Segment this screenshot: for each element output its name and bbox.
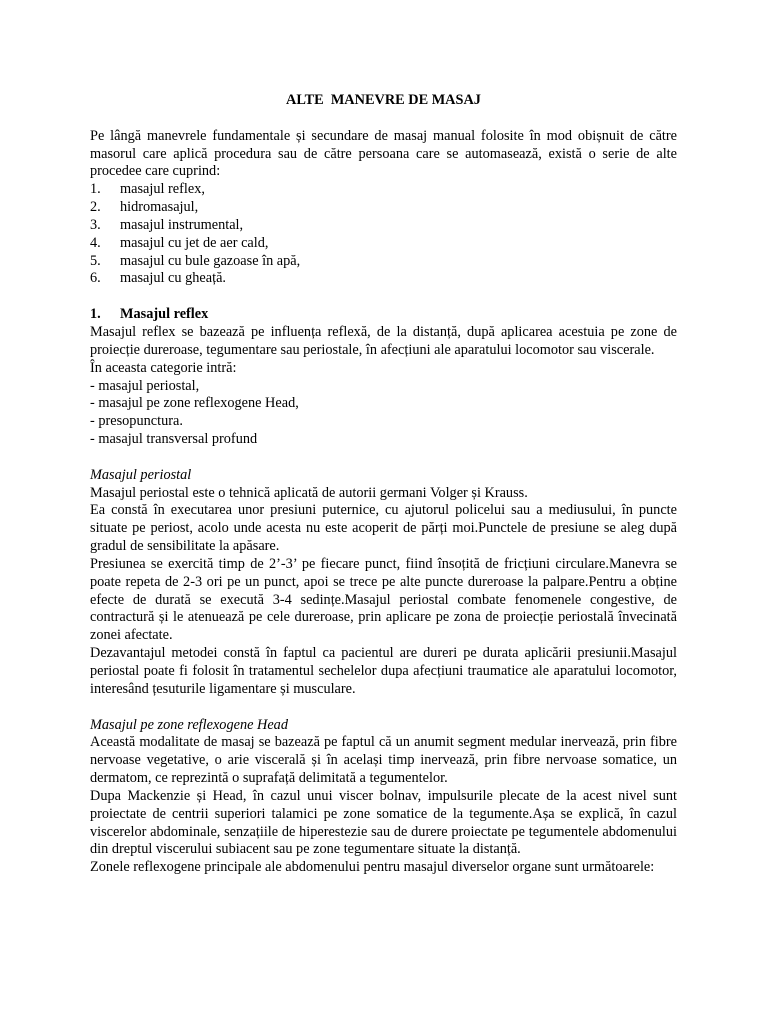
list-item — [90, 235, 677, 253]
list-item: - presopunctura. — [90, 413, 183, 430]
head-paragraph-2: Dupa Mackenzie și Head, în cazul unui viscer bolnav, impulsurile plecate de la acest nivel sunt proiectate de centrii superiori talamici pe zone somatice de la tegumente.Așa se explică, în cazul viscerelor abdominale, senzațiile de hiperestezie sau de durere proiectate pe tegumentele abdomenului din dreptul viscerului subiacent sau pe zone tegumentare situate la distanță. — [90, 787, 677, 858]
procedures-list — [90, 181, 677, 288]
list-item — [90, 253, 677, 271]
reflex-category-intro: În aceasta categorie intră: — [90, 359, 237, 376]
periostal-paragraph-2: Ea constă în executarea unor presiuni puternice, cu ajutorul policelui sau a mediusului, în puncte situate pe periost, acolo unde acesta nu este acoperit de părți moi.Punctele de presiune se aleg după gradul de sensibilitate la apăsare. — [90, 502, 677, 555]
periostal-paragraph-3: Presiunea se exercită timp de 2’-3’ pe fiecare punct, fiind însoțită de fricțiuni circulare.Manevra se poate repeta de 2-3 ori pe un punct, apoi se trece pe alte puncte dureroase la palpare.Pentru a obține efecte de durată se execută 3-4 sedințe.Masajul periostal combate fenomenele congestive, de contractură și le atenuează pe cele dureroase, prin aplicare pe zona de proiecție periostală învecinată zonei afectate. — [90, 555, 677, 644]
list-item: - masajul periostal, — [90, 377, 200, 394]
head-paragraph-1: Această modalitate de masaj se bazează pe faptul că un anumit segment medular inervează, prin fibre nervoase vegetative, o arie viscerală și în același timp inervează, prin fibre nervoase somatice, un dermatom, ce reprezintă o suprafață delimitată a tegumentelor. — [90, 734, 677, 787]
list-item — [90, 181, 677, 199]
page-title: ALTE MANEVRE DE MASAJ — [286, 92, 481, 108]
section-heading-masajul-reflex — [90, 306, 677, 324]
periostal-paragraph-1: Masajul periostal este o tehnică aplicată de autorii germani Volger și Krauss. — [90, 484, 528, 501]
list-text: masajul cu bule gazoase în apă, — [120, 252, 301, 269]
periostal-paragraph-4: Dezavantajul metodei constă în faptul ca pacientul are dureri pe durata aplicării presiunii.Masajul periostal poate fi folosit în tratamentul sechelelor dupa afecțiuni traumatice ale aparatului locomotor, interesând țesuturile ligamentare și musculare. — [90, 645, 677, 697]
list-number: 6. — [90, 270, 101, 287]
subsection-heading-head: Masajul pe zone reflexogene Head — [90, 716, 288, 733]
list-text: masajul cu gheață. — [120, 270, 226, 287]
intro-paragraph: Pe lângă manevrele fundamentale și secundare de masaj manual folosite în mod obișnuit de către masorul care aplică procedura sau de către persoana care se automasează, există o serie de alte procedee care cuprind: — [90, 127, 677, 180]
list-number: 1. — [90, 181, 101, 198]
section-number: 1. — [90, 306, 101, 323]
list-number: 2. — [90, 199, 101, 216]
list-text: masajul instrumental, — [120, 216, 244, 233]
list-item — [90, 270, 677, 288]
list-item: - masajul pe zone reflexogene Head, — [90, 395, 299, 412]
section-title: Masajul reflex — [120, 306, 209, 323]
list-item — [90, 199, 677, 217]
list-item — [90, 217, 677, 235]
list-number: 3. — [90, 216, 101, 233]
list-number: 5. — [90, 252, 101, 269]
head-paragraph-3: Zonele reflexogene principale ale abdomenului pentru masajul diverselor organe sunt următoarele: — [90, 859, 655, 876]
reflex-paragraph: Masajul reflex se bazează pe influența reflexă, de la distanță, după aplicarea acestuia pe zone de proiecție dureroase, tegumentare sau periostale, în afecțiuni ale aparatului locomotor sau viscerale. — [90, 323, 677, 358]
list-text: masajul reflex, — [120, 181, 205, 198]
list-number: 4. — [90, 234, 101, 251]
reflex-types-list — [90, 378, 677, 449]
list-text: hidromasajul, — [120, 199, 199, 216]
list-item: - masajul transversal profund — [90, 431, 258, 448]
list-text: masajul cu jet de aer cald, — [120, 234, 269, 251]
subsection-heading-periostal: Masajul periostal — [90, 466, 192, 483]
